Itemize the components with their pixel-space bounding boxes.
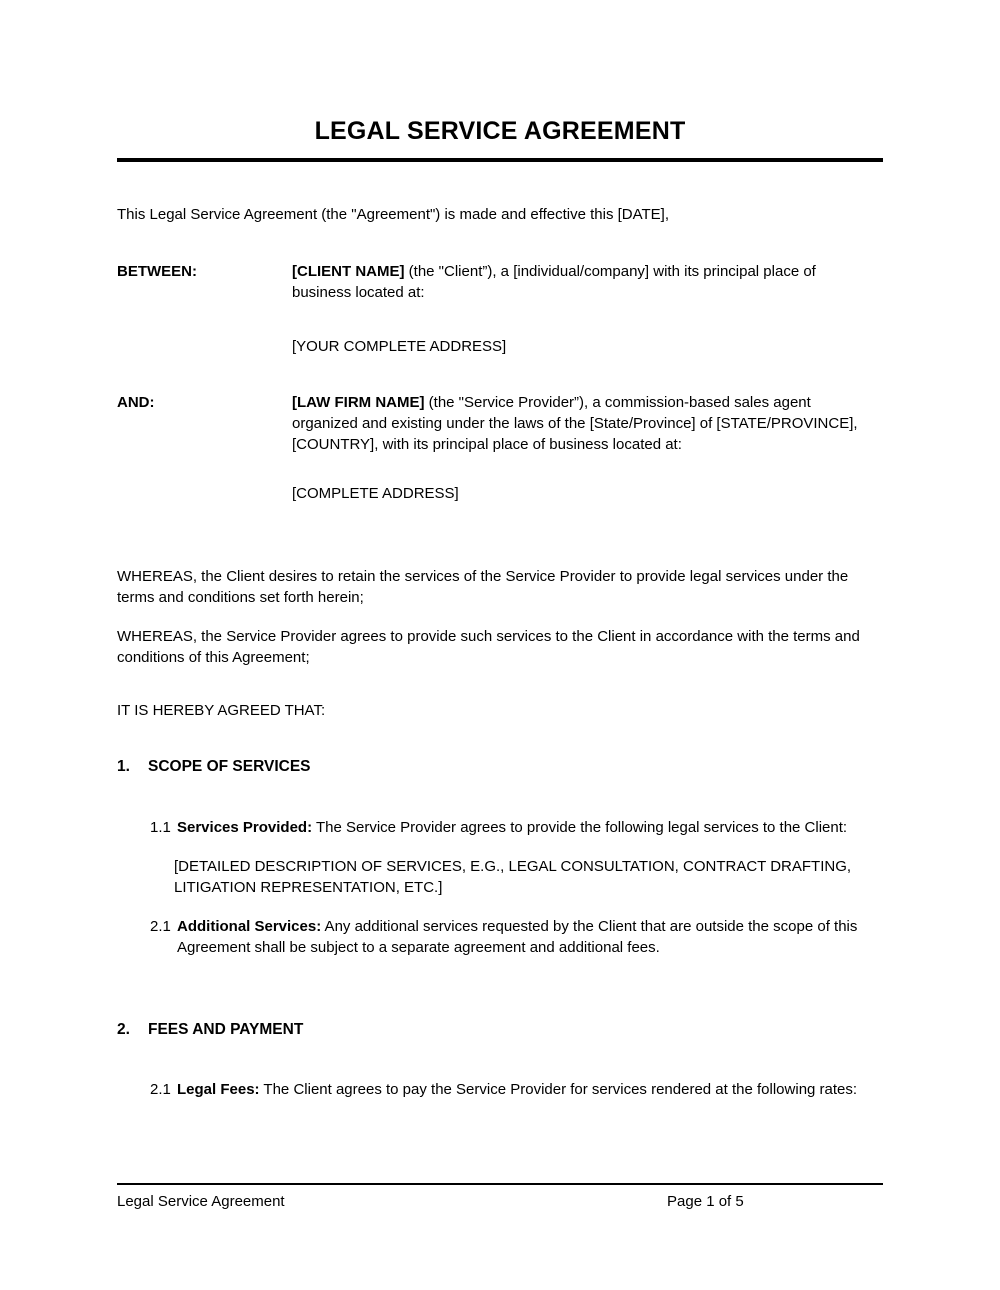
party-row-between: [117, 261, 883, 303]
clause-body-additional-services: [177, 916, 881, 958]
law-firm-name-placeholder: [LAW FIRM NAME]: [292, 394, 425, 411]
clause-services-provided: [150, 817, 883, 838]
clause-text-services-provided: The Service Provider agrees to provide the following legal services to the Client:: [312, 819, 848, 836]
clause-lead-services-provided: Services Provided:: [177, 819, 313, 836]
clause-additional-services: [150, 916, 883, 958]
party-description-between: (the "Client”), a [individual/company] with its principal place of business located at:: [292, 263, 816, 301]
clause-number-2-1b: 2.1: [150, 1081, 171, 1098]
clause-number-2-1a: 2.1: [150, 918, 171, 935]
party-description-and: (the "Service Provider”), a commission-based sales agent organized and existing under the laws of the [State/Province] of [STATE/PROVINCE], [COUNTRY], with its principal place of business located at:: [292, 394, 858, 453]
party-address-client: [YOUR COMPLETE ADDRESS]: [292, 338, 507, 355]
section-heading-scope: [117, 756, 883, 777]
page-footer: [117, 1183, 883, 1212]
clause-number-1-1: 1.1: [150, 819, 171, 836]
party-text-between: [292, 261, 877, 303]
clause-lead-additional-services: Additional Services:: [177, 918, 322, 935]
footer-page-number: Page 1 of 5: [667, 1193, 744, 1210]
agreed-paragraph: IT IS HEREBY AGREED THAT:: [117, 702, 326, 719]
party-label-between: BETWEEN:: [117, 263, 197, 280]
document-title: LEGAL SERVICE AGREEMENT: [314, 117, 686, 145]
footer-rule: [117, 1183, 883, 1185]
document-content: [117, 118, 883, 1100]
party-address-provider: [COMPLETE ADDRESS]: [292, 485, 459, 502]
clause-legal-fees: [150, 1079, 883, 1100]
party-text-and: [292, 392, 877, 455]
clause-lead-legal-fees: Legal Fees:: [177, 1081, 260, 1098]
client-name-placeholder: [CLIENT NAME]: [292, 263, 405, 280]
clause-text-legal-fees: The Client agrees to pay the Service Provider for services rendered at the following rates:: [259, 1081, 858, 1098]
section-number-1: 1.: [117, 758, 130, 775]
clause-text-additional-services: Any additional services requested by the Client that are outside the scope of this Agreement shall be subject to a separate agreement and additional fees.: [177, 918, 858, 956]
intro-paragraph: This Legal Service Agreement (the "Agreement") is made and effective this [DATE],: [117, 206, 670, 223]
services-description-placeholder: [DETAILED DESCRIPTION OF SERVICES, E.G., LEGAL CONSULTATION, CONTRACT DRAFTING, LITIGATION REPRESENTATION, ETC.]: [174, 858, 852, 896]
clause-body-legal-fees: [177, 1079, 881, 1100]
section-number-2: 2.: [117, 1021, 130, 1038]
party-row-and: [117, 392, 883, 455]
section-title-fees: FEES AND PAYMENT: [148, 1021, 304, 1038]
party-label-and: AND:: [117, 394, 155, 411]
title-rule: [117, 158, 883, 162]
section-heading-fees: [117, 1019, 883, 1040]
footer-document-title: Legal Service Agreement: [117, 1193, 285, 1210]
section-title-scope: SCOPE OF SERVICES: [148, 758, 311, 775]
recital-paragraph-2: WHEREAS, the Service Provider agrees to provide such services to the Client in accordance with the terms and conditions of this Agreement;: [117, 628, 860, 666]
recital-paragraph-1: WHEREAS, the Client desires to retain the services of the Service Provider to provide legal services under the terms and conditions set forth herein;: [117, 568, 849, 606]
clause-body-services-provided: [177, 817, 881, 838]
footer-row: [117, 1191, 883, 1212]
